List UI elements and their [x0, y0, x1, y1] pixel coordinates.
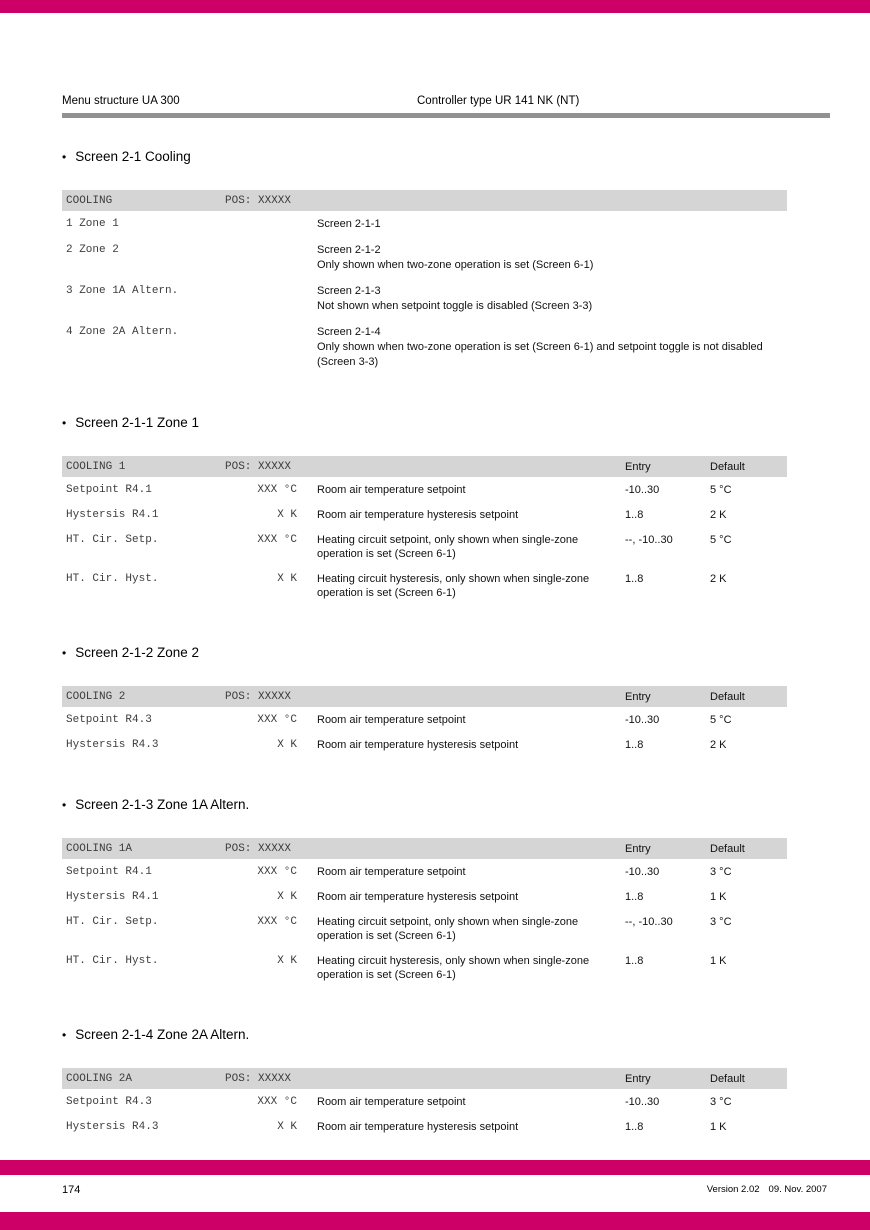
table-pos: POS: XXXXX — [225, 690, 292, 703]
top-accent-bar — [0, 0, 870, 13]
table-pos: POS: XXXXX — [225, 1072, 292, 1085]
param-description: Room air temperature hysteresis setpoint — [317, 509, 519, 521]
param-label: HT. Cir. Setp. — [66, 534, 159, 546]
param-label: Setpoint R4.1 — [66, 484, 152, 496]
table-row — [62, 948, 787, 987]
section-heading-text: Screen 2-1 Cooling — [75, 149, 191, 164]
param-entry-range: -10..30 — [625, 866, 660, 878]
param-default-value: 3 °C — [710, 866, 732, 878]
section-screen-2-1 — [62, 149, 830, 375]
param-description: Room air temperature setpoint — [317, 484, 466, 496]
table-header-row — [62, 686, 787, 707]
param-label: HT. Cir. Hyst. — [66, 573, 159, 585]
table-row — [62, 211, 787, 237]
page-number: 174 — [62, 1184, 81, 1196]
param-value: XXX °C — [257, 714, 297, 726]
section-heading — [62, 149, 830, 164]
param-entry-range: 1..8 — [625, 739, 644, 751]
param-label: Hystersis R4.3 — [66, 739, 159, 751]
condition-note: Only shown when two-zone operation is set (Screen 6-1) — [317, 259, 594, 271]
param-value: XXX °C — [257, 1096, 297, 1108]
param-description: Heating circuit setpoint, only shown when single-zone operation is set (Screen 6-1) — [317, 534, 579, 560]
param-entry-range: 1..8 — [625, 955, 644, 967]
param-label: HT. Cir. Setp. — [66, 916, 159, 928]
bullet-icon: • — [62, 416, 67, 430]
param-entry-range: -10..30 — [625, 1096, 660, 1108]
section-heading — [62, 645, 830, 660]
default-column-header: Default — [710, 690, 745, 703]
section-screen-2-1-2 — [62, 645, 830, 757]
table-header-row — [62, 190, 787, 211]
table-pos: POS: XXXXX — [225, 194, 292, 207]
table-row — [62, 237, 787, 278]
param-entry-range: -10..30 — [625, 484, 660, 496]
table-title: COOLING 1A — [66, 842, 133, 855]
param-entry-range: --, -10..30 — [625, 534, 673, 546]
table-row — [62, 278, 787, 319]
param-description: Room air temperature hysteresis setpoint — [317, 1121, 519, 1133]
table-row — [62, 859, 787, 884]
param-description: Room air temperature setpoint — [317, 1096, 466, 1108]
param-default-value: 3 °C — [710, 916, 732, 928]
param-label: Setpoint R4.1 — [66, 866, 152, 878]
table-row — [62, 707, 787, 732]
footer-accent-bar — [0, 1160, 870, 1175]
param-value: X K — [277, 955, 297, 967]
bullet-icon: • — [62, 1028, 67, 1042]
table-row — [62, 732, 787, 757]
param-entry-range: -10..30 — [625, 714, 660, 726]
table-row — [62, 319, 787, 375]
table-row — [62, 1089, 787, 1114]
param-default-value: 2 K — [710, 739, 727, 751]
param-description: Room air temperature setpoint — [317, 866, 466, 878]
table-pos: POS: XXXXX — [225, 842, 292, 855]
param-entry-range: 1..8 — [625, 509, 644, 521]
param-default-value: 3 °C — [710, 1096, 732, 1108]
param-default-value: 2 K — [710, 573, 727, 585]
section-heading — [62, 1027, 830, 1042]
param-entry-range: 1..8 — [625, 573, 644, 585]
param-table-cooling-1 — [62, 456, 787, 605]
param-entry-range: 1..8 — [625, 891, 644, 903]
table-row — [62, 884, 787, 909]
param-label: Setpoint R4.3 — [66, 1096, 152, 1108]
table-row — [62, 527, 787, 566]
default-column-header: Default — [710, 842, 745, 855]
screen-reference: Screen 2-1-1 — [317, 218, 381, 230]
param-label: HT. Cir. Hyst. — [66, 955, 159, 967]
param-default-value: 5 °C — [710, 534, 732, 546]
screen-reference: Screen 2-1-4 — [317, 326, 381, 338]
section-screen-2-1-1 — [62, 415, 830, 605]
param-description: Heating circuit setpoint, only shown when single-zone operation is set (Screen 6-1) — [317, 916, 579, 942]
entry-column-header: Entry — [625, 1072, 651, 1085]
param-default-value: 5 °C — [710, 484, 732, 496]
bullet-icon: • — [62, 798, 67, 812]
section-heading-text: Screen 2-1-1 Zone 1 — [75, 415, 200, 430]
footer-text-row — [0, 1175, 870, 1212]
section-screen-2-1-3 — [62, 797, 830, 987]
section-heading-text: Screen 2-1-4 Zone 2A Altern. — [75, 1027, 250, 1042]
param-description: Room air temperature hysteresis setpoint — [317, 739, 519, 751]
menu-item-detail — [317, 325, 787, 370]
version-info — [707, 1184, 827, 1195]
table-row — [62, 502, 787, 527]
param-default-value: 2 K — [710, 509, 727, 521]
menu-item-label: 3 Zone 1A Altern. — [66, 285, 179, 297]
table-row — [62, 1114, 787, 1139]
version-label: Version 2.02 — [706, 1184, 760, 1195]
param-value: X K — [277, 573, 297, 585]
table-header-row — [62, 838, 787, 859]
table-row — [62, 566, 787, 605]
param-value: X K — [277, 1121, 297, 1133]
param-value: XXX °C — [257, 866, 297, 878]
param-table-cooling-1a — [62, 838, 787, 987]
param-table-cooling-2a — [62, 1068, 787, 1139]
table-header-row — [62, 456, 787, 477]
condition-note: Only shown when two-zone operation is set (Screen 6-1) and setpoint toggle is not disabled (Screen 3-3) — [317, 341, 763, 368]
param-value: X K — [277, 891, 297, 903]
entry-column-header: Entry — [625, 690, 651, 703]
table-title: COOLING 2 — [66, 690, 126, 703]
default-column-header: Default — [710, 1072, 745, 1085]
param-description: Heating circuit hysteresis, only shown when single-zone operation is set (Screen 6-1) — [317, 573, 590, 599]
param-value: X K — [277, 739, 297, 751]
param-label: Hystersis R4.3 — [66, 1121, 159, 1133]
param-label: Hystersis R4.1 — [66, 891, 159, 903]
param-value: XXX °C — [257, 916, 297, 928]
param-description: Room air temperature setpoint — [317, 714, 466, 726]
version-date: 09. Nov. 2007 — [768, 1184, 827, 1195]
table-title: COOLING 2A — [66, 1072, 133, 1085]
param-default-value: 5 °C — [710, 714, 732, 726]
bottom-accent-bar — [0, 1212, 870, 1230]
menu-item-label: 4 Zone 2A Altern. — [66, 326, 179, 338]
entry-column-header: Entry — [625, 842, 651, 855]
param-table-cooling-2 — [62, 686, 787, 757]
param-default-value: 1 K — [710, 955, 727, 967]
condition-note: Not shown when setpoint toggle is disabled (Screen 3-3) — [317, 300, 593, 312]
header-doc-title: Menu structure UA 300 — [62, 95, 180, 107]
param-description: Room air temperature hysteresis setpoint — [317, 891, 519, 903]
menu-item-detail — [317, 243, 787, 273]
param-description: Heating circuit hysteresis, only shown when single-zone operation is set (Screen 6-1) — [317, 955, 590, 981]
section-heading-text: Screen 2-1-2 Zone 2 — [75, 645, 200, 660]
menu-item-label: 2 Zone 2 — [66, 244, 119, 256]
table-header-row — [62, 1068, 787, 1089]
table-row — [62, 909, 787, 948]
param-label: Hystersis R4.1 — [66, 509, 159, 521]
page-header — [62, 95, 830, 109]
param-entry-range: 1..8 — [625, 1121, 644, 1133]
menu-item-detail — [317, 217, 787, 232]
table-title: COOLING — [66, 194, 113, 207]
param-label: Setpoint R4.3 — [66, 714, 152, 726]
section-heading — [62, 415, 830, 430]
table-pos: POS: XXXXX — [225, 460, 292, 473]
screen-reference: Screen 2-1-2 — [317, 244, 381, 256]
page-content — [62, 95, 830, 1139]
param-entry-range: --, -10..30 — [625, 916, 673, 928]
param-value: XXX °C — [257, 484, 297, 496]
menu-table-cooling — [62, 190, 787, 375]
param-default-value: 1 K — [710, 891, 727, 903]
param-value: X K — [277, 509, 297, 521]
bullet-icon: • — [62, 646, 67, 660]
bullet-icon: • — [62, 150, 67, 164]
entry-column-header: Entry — [625, 460, 651, 473]
menu-item-detail — [317, 284, 787, 314]
param-value: XXX °C — [257, 534, 297, 546]
header-controller-type: Controller type UR 141 NK (NT) — [417, 95, 580, 107]
section-heading-text: Screen 2-1-3 Zone 1A Altern. — [75, 797, 250, 812]
param-default-value: 1 K — [710, 1121, 727, 1133]
table-row — [62, 477, 787, 502]
page-footer — [0, 1160, 870, 1230]
screen-reference: Screen 2-1-3 — [317, 285, 381, 297]
table-title: COOLING 1 — [66, 460, 126, 473]
header-rule — [62, 113, 830, 118]
section-heading — [62, 797, 830, 812]
section-screen-2-1-4 — [62, 1027, 830, 1139]
default-column-header: Default — [710, 460, 745, 473]
menu-item-label: 1 Zone 1 — [66, 218, 119, 230]
